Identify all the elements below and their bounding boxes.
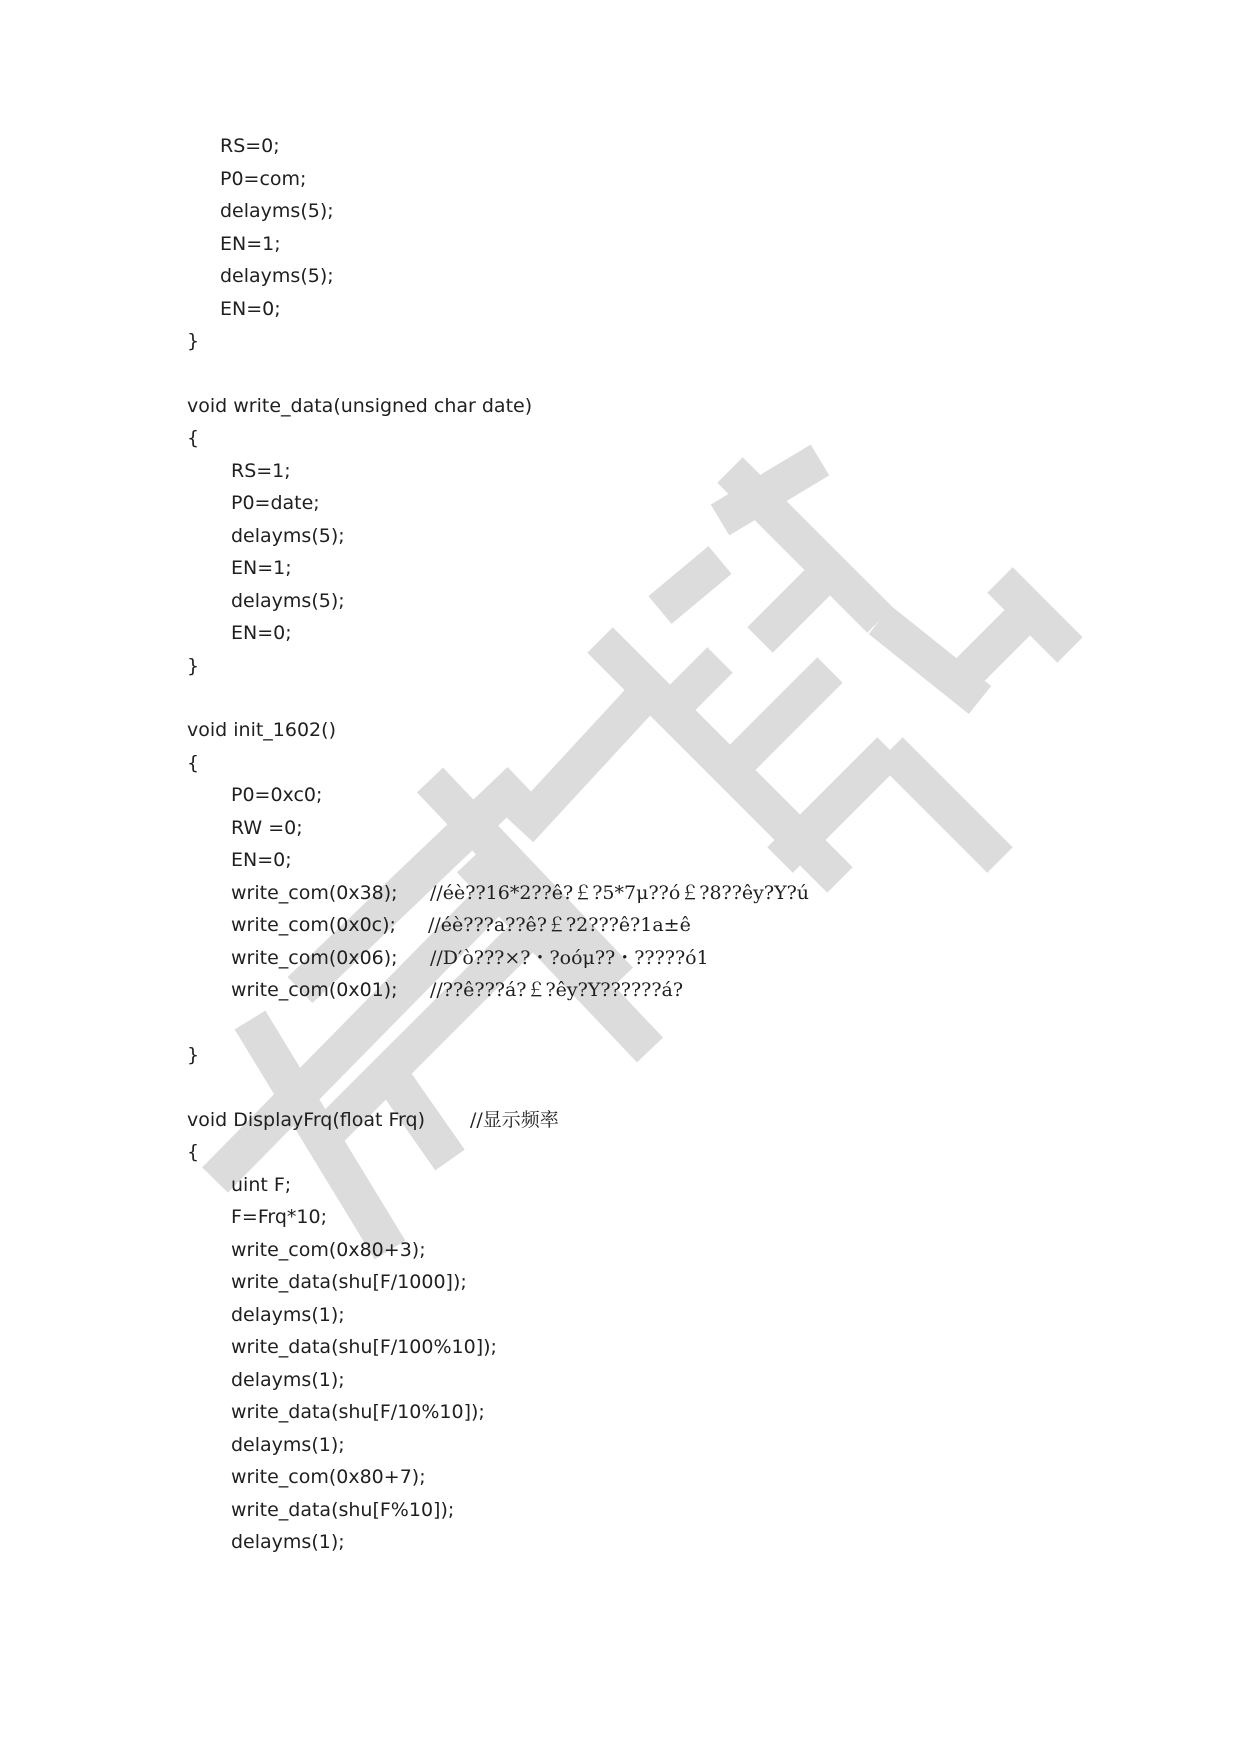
code-line: EN=0; [220,298,281,320]
code-line: P0=0xc0; [231,784,323,806]
watermark-stroke [600,640,840,880]
code-line: F=Frq*10; [231,1206,328,1228]
code-line: } [187,655,200,677]
code-comment: //显示频率 [470,1109,559,1131]
code-line: delayms(5); [220,265,334,287]
watermark-stroke [780,750,890,860]
watermark-stroke [660,660,720,720]
code-line: write_data(shu[F%10]); [231,1499,455,1521]
code-comment: //éè??16*2??ê?￡?5*7μ??ó￡?8??êy?Y?ú [430,882,810,904]
watermark-stroke [890,750,1000,860]
code-line: write_data(shu[F/1000]); [231,1271,467,1293]
code-line: delayms(1); [231,1369,345,1391]
code-line: } [187,1044,200,1066]
code-line: delayms(5); [220,200,334,222]
watermark-stroke [1000,580,1070,650]
code-line: write_com(0x80+3); [231,1239,426,1261]
code-line: write_com(0x01); [231,979,398,1001]
code-line: uint F; [231,1174,292,1196]
watermark-stroke [760,560,840,640]
code-line: write_data(shu[F/10%10]); [231,1401,485,1423]
code-line: delayms(1); [231,1531,345,1553]
code-line: write_com(0x06); [231,947,398,969]
code-line: } [187,330,200,352]
code-line: write_data(shu[F/100%10]); [231,1336,497,1358]
code-line: delayms(5); [231,590,345,612]
code-line: delayms(5); [231,525,345,547]
watermark-stroke [720,460,820,520]
code-line: delayms(1); [231,1434,345,1456]
watermark-stroke [960,600,1040,680]
code-line: P0=date; [231,492,320,514]
code-line: RS=0; [220,135,280,157]
code-line: P0=com; [220,168,307,190]
code-line: RW =0; [231,817,303,839]
code-line: EN=0; [231,849,292,871]
code-line: write_com(0x0c); [231,914,396,936]
code-line: EN=0; [231,622,292,644]
code-line: void DisplayFrq(float Frq) [187,1109,426,1131]
watermark-stroke [720,670,830,780]
code-line: { [187,427,200,449]
watermark-stroke [660,560,720,610]
code-line: write_com(0x38); [231,882,398,904]
code-line: { [187,752,200,774]
code-line: EN=1; [231,557,292,579]
code-line: void init_1602() [187,719,336,741]
code-line: write_com(0x80+7); [231,1466,426,1488]
code-line: { [187,1141,200,1163]
code-line: EN=1; [220,233,281,255]
code-comment: //??ê???á?￡?êy?Y??????á? [430,979,684,1001]
code-line: RS=1; [231,460,291,482]
code-line: delayms(1); [231,1304,345,1326]
code-comment: //D′ò???×?・?oóμ??・?????ó1 [430,947,709,969]
watermark-stroke [730,470,880,620]
watermark-stroke [880,620,980,700]
code-comment: //éè???a??ê?￡?2???ê?1a±ê [428,914,691,936]
code-line: void write_data(unsigned char date) [187,395,533,417]
watermark-stroke [520,700,640,830]
